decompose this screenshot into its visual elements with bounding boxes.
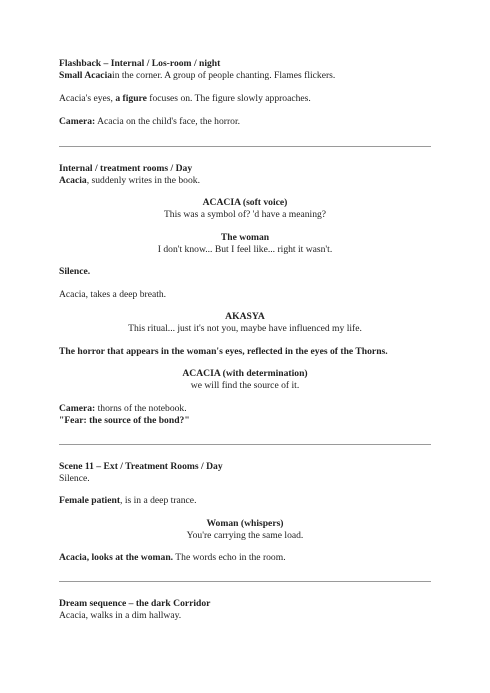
action-line: The horror that appears in the woman's eyes, reflected in the eyes of the Thorns. xyxy=(59,346,388,357)
scene-divider xyxy=(59,444,431,445)
action-line: Silence. xyxy=(59,473,90,484)
action-line: Acacia, takes a deep breath. xyxy=(59,289,167,300)
dialogue-line: I don't know... But I feel like... right it wasn't. xyxy=(157,244,333,255)
action-line: Acacia's eyes, a figure focuses on. The figure slowly approaches. xyxy=(59,93,311,104)
camera-direction: Camera: Acacia on the child's face, the horror. xyxy=(59,116,241,127)
dialogue-line: This ritual... just it's not you, maybe have influenced my life. xyxy=(128,323,362,334)
dialogue-line: You're carrying the same load. xyxy=(186,530,304,541)
dialogue-line: we will find the source of it. xyxy=(190,380,300,391)
action-line: Acacia, suddenly writes in the book. xyxy=(59,175,200,186)
dialogue-speaker: Woman (whispers) xyxy=(206,518,284,529)
action-line: Silence. xyxy=(59,266,91,277)
action-line: Small Acaciain the corner. A group of people chanting. Flames flickers. xyxy=(59,70,336,81)
scene-divider xyxy=(59,581,431,582)
scene-heading-dream: Dream sequence – the dark Corridor xyxy=(59,598,211,609)
action-line: Female patient, is in a deep trance. xyxy=(59,495,197,506)
action-line: Acacia, looks at the woman. The words echo in the room. xyxy=(59,552,286,563)
dialogue-line: This was a symbol of? 'd have a meaning? xyxy=(163,209,327,220)
scene-heading-treatment: Internal / treatment rooms / Day xyxy=(59,163,193,174)
scene-heading-flashback: Flashback – Internal / Los-room / night xyxy=(59,58,221,69)
scene-heading-scene-11: Scene 11 – Ext / Treatment Rooms / Day xyxy=(59,461,223,472)
dialogue-speaker: The woman xyxy=(220,232,270,243)
dialogue-speaker: ACACIA (soft voice) xyxy=(202,197,288,208)
scene-divider xyxy=(59,146,431,147)
camera-direction: Camera: thorns of the notebook. xyxy=(59,403,187,414)
dialogue-speaker: AKASYA xyxy=(225,311,265,322)
quote-line: "Fear: the source of the bond?" xyxy=(59,415,190,426)
action-line: Acacia, walks in a dim hallway. xyxy=(59,610,182,621)
dialogue-speaker: ACACIA (with determination) xyxy=(182,368,308,379)
